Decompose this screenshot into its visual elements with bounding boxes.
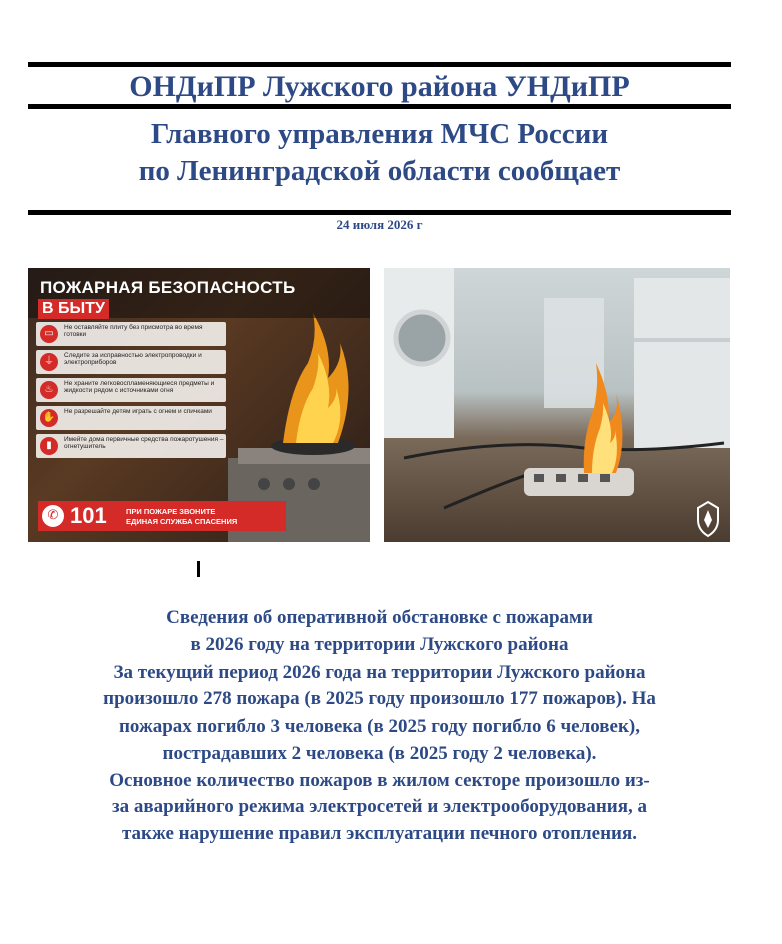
bottom-rule <box>28 210 731 215</box>
emergency-cta-line-1: ПРИ ПОЖАРЕ ЗВОНИТЕ <box>126 507 216 516</box>
paragraph-line: Основное количество пожаров в жилом секторе произошло из- <box>109 770 650 791</box>
paragraph-line: за аварийного режима электросетей и электрооборудования, а <box>111 796 648 817</box>
middle-rule <box>28 104 731 109</box>
emergency-cta-line-2: ЕДИНАЯ СЛУЖБА СПАСЕНИЯ <box>126 517 238 526</box>
header-line-3: по Ленинградской области сообщает <box>138 155 621 187</box>
extinguisher-icon: ▮ <box>40 437 58 455</box>
rule-text: Не храните легковоспламеняющиеся предметы и жидкости рядом с источниками огня <box>64 380 215 394</box>
top-rule <box>28 62 731 67</box>
paragraph-line: также нарушение правил эксплуатации печного отопления. <box>121 823 638 844</box>
list-item <box>36 322 226 346</box>
paragraph-line: пожарах погибло 3 человека (в 2025 году погибло 6 человек), <box>118 716 641 737</box>
list-item <box>36 378 226 402</box>
text-cursor <box>197 561 200 577</box>
rule-text: Следите за исправностью электропроводки и электроприборов <box>64 352 202 366</box>
publication-date: 24 июля 2026 г <box>336 217 423 232</box>
poster-rules-list <box>36 322 236 456</box>
list-item <box>36 350 226 374</box>
poster-subtitle: В БЫТУ <box>38 299 109 319</box>
header-line-1: ОНДиПР Лужского района УНДиПР <box>129 70 630 103</box>
poster-title: ПОЖАРНАЯ БЕЗОПАСНОСТЬ <box>40 278 296 297</box>
rule-text: Не оставляйте плиту без присмотра во время готовки <box>64 324 203 338</box>
paragraph-line: произошло 278 пожара (в 2025 году произошло 177 пожаров). На <box>103 688 656 709</box>
mchs-emblem-icon <box>694 500 722 538</box>
rule-text: Имейте дома первичные средства пожаротушения – огнетушитель <box>64 436 224 450</box>
header-line-2: Главного управления МЧС России <box>150 118 609 150</box>
emergency-call-bar <box>38 501 286 531</box>
phone-icon: ✆ <box>42 505 64 527</box>
flame-icon: ♨ <box>40 381 58 399</box>
room-scene-illustration <box>384 268 730 542</box>
section-title-line-2: в 2026 году на территории Лужского района <box>190 634 569 655</box>
list-item <box>36 406 226 430</box>
fire-safety-poster <box>28 268 370 542</box>
paragraph-line: За текущий период 2026 года на территории Лужского района <box>113 662 646 683</box>
stove-icon: ▭ <box>40 325 58 343</box>
rule-text: Не разрешайте детям играть с огнем и спичками <box>64 408 212 415</box>
paragraph-line: пострадавших 2 человека (в 2025 году 2 человека). <box>162 743 597 764</box>
burning-power-strip-photo <box>384 268 730 542</box>
matches-icon: ✋ <box>40 409 58 427</box>
list-item <box>36 434 226 458</box>
section-title-line-1: Сведения об оперативной обстановке с пожарами <box>166 607 593 628</box>
emergency-number: 101 <box>70 503 107 528</box>
plug-icon: ⏚ <box>40 353 58 371</box>
